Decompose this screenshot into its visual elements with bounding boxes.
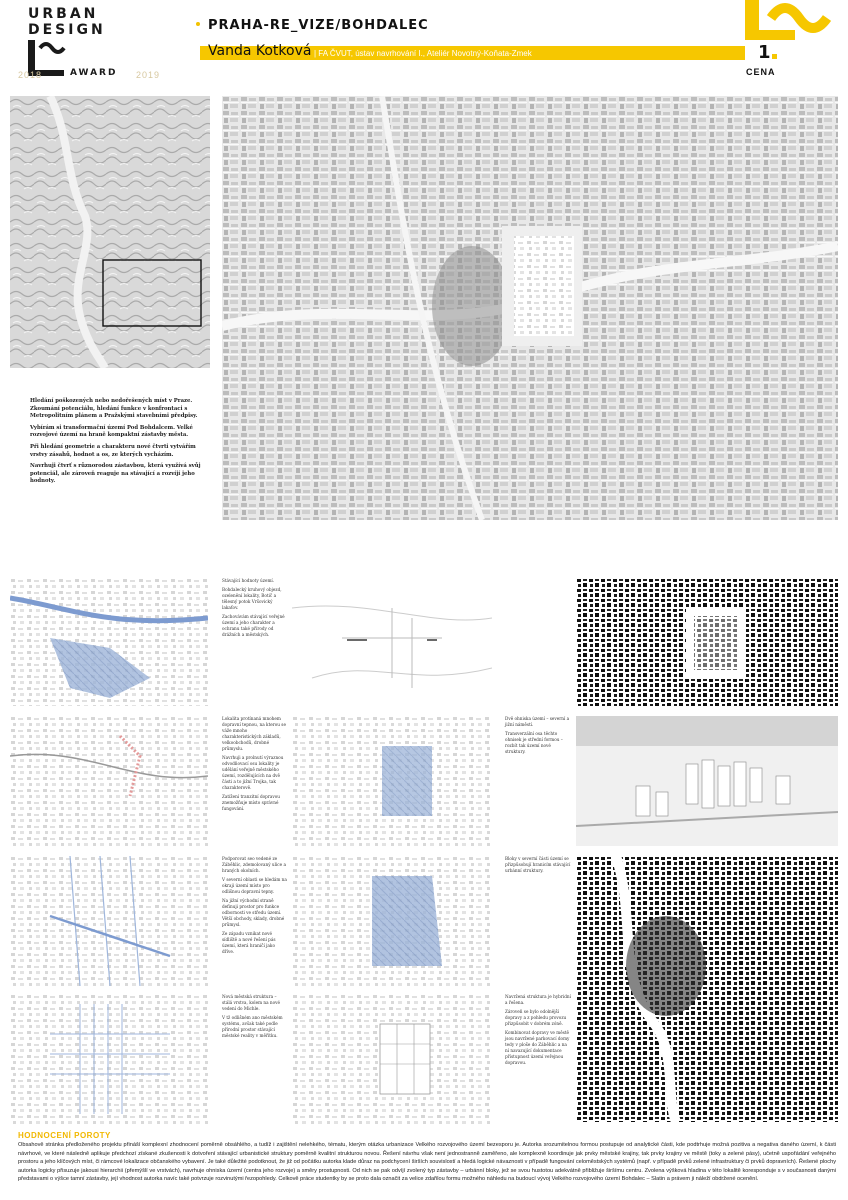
intro-paragraph: Vybírám si transformační území Pod Bohdalcem. Velké rozvojové území na hraně kompaktní zástavby města. <box>30 424 193 439</box>
diagram-connections-graphic <box>10 856 208 986</box>
diagram-focal-graphic <box>292 716 492 846</box>
note-line: Podporovat seo vedené ze Záběhlic, zdemolovaný ulice a hraných okolních. <box>222 856 286 873</box>
diagram-connections <box>10 856 208 986</box>
note-line: Navržená struktura je hybridní a řešena. <box>505 994 571 1005</box>
note-line: Navrhuji a prolnutí výraznou odvodňovací osu lokality je udělání veřejně městského území, rozdělujících na dvě části a to jižní Trojka, tak charakterově. <box>222 755 284 790</box>
note-line: Bloky v severní části území se přizpůsobují hranicím stávající urbánní struktury. <box>505 856 571 873</box>
diagram-traffic-graphic <box>10 716 208 846</box>
poster-header <box>0 0 848 92</box>
diagram-focal-points <box>292 716 492 846</box>
diagram-note <box>505 994 571 1069</box>
note-line: Zatížení tranzitní dopravou znemožňuje místo správné fungování. <box>222 794 280 811</box>
figure-ground-detail <box>576 578 838 706</box>
project-title: PRAHA-RE_VIZE/BOHDALEC <box>208 18 429 33</box>
intro-paragraph: Hledání poškozených nebo nedořešených míst v Praze. Zkoumání potenciálu, hledání funkce v konfrontaci s Metropolitním plánem a Pražskými stavebními předpisy. <box>30 398 198 420</box>
diagram-final-plan <box>292 994 492 1124</box>
diagram-axes-outline <box>292 578 492 706</box>
logo-year-end: 2019 <box>136 70 161 80</box>
diagram-values-graphic <box>10 578 208 706</box>
note-line: Transverzální osa těchto ohnisek je střední formou – rozbít tak území nové struktury. <box>505 731 563 754</box>
note-line: Na jižní východní straně definuji prostor pro funkce odbornosti ve středu území. Větší obchody, sklady, drobné průmysl. <box>222 898 285 927</box>
logo-word-urban: URBAN <box>28 6 99 22</box>
note-line: Stávající hodnoty území. <box>222 578 275 583</box>
jury-evaluation-text: Obsahově stránka předloženého projektu přináší komplexní zhodnocení poměrně obsáhlého, a tudíž i zajištění nelehkého, tématu, kterým otázka urbanizace Velkého rozvojového území bezesporu je. Autorka srozumitelnou formou postupuje od analytické části, kde podtrhuje možná pozitiva a negativa daného území, k části návrhové, ve které následně aplikuje předchozí získané zkušenosti k dotvoření stávající urbanistické struktury poměrně kvalitní strukturou novou. Řešení návrhu však není jednostranně zaměřeno, ale komplexně koordinuje jak prvky městské krajiny, tak prvky krajiny ve městě (toky a zelené pásy), učetně uspořádání veřejného prostoru a jeho klíčových míst, či rámcové lokalizace občanského vybavení. Je také důležité podotknout, že již od počátku autorka klade důraz na podchycení širších souvislostí a hledá logické návaznosti v případě fungování celoměstských systémů (např. v případě prvků zelené infrastruktury či prvků dopravních). Řešené plochy autorka logicky přisuzuje jakousi hierarchii (přemýšlí ve vrstvách), navrhuje ohniska území (centra jeho rozvoje) a směry prostupnosti. Od nich se pak odvíjí zvolený typ zástavby – urbánní bloky, jež se svou hustotou adekvátně přibližuje širšímu centru. Zvolena výšková hladina v této lokalitě koresponduje s v současnosti danými představami o výšce tamní zástavby, její vhodnost autorka navíc také potvrzuje rozvinutými řezopohledy. Celkově práce studentky by se proto dala označit za velice zdařilou formu možného náhledu na budoucí vývoj Velkého rozvojového území Bohdalec – Slatin a právem ji náleží obdržené ocenění. <box>18 1142 836 1183</box>
logo-year-start: 2018 <box>18 70 43 80</box>
award-label: CENA <box>746 67 776 77</box>
diagram-blocks <box>292 856 492 986</box>
figure-ground-graphic <box>576 578 838 706</box>
note-line: Lokalita protínaná mnohem dopravní tepnou, na kterou se váže mnoho charakteristických základů, velkoobchodů, drobné průmyslu. <box>222 716 286 751</box>
award-logo-icon <box>745 0 848 42</box>
note-line: Kombinovat dopravy ve městě jsou navržené parkovací domy tedy v ploše do Záběhlic a na ní navazující dokumentace přístupnost území veřejnou dopravou. <box>505 1030 570 1065</box>
author-institution: | FA ČVUT, ústav navrhování I., Ateliér Novotný-Koňata-Zmek <box>314 49 532 58</box>
diagram-grid-graphic <box>10 994 208 1124</box>
intro-paragraph: Při hledání geometrie a charakteru nové čtvrti vytvářím vrstvy zásahů, hodnot a os, ze kterých vycházím. <box>30 443 196 458</box>
award-number: 1 <box>758 42 771 63</box>
intro-paragraph: Navrhuji čtvrť s různorodou zástavbou, která využívá svůj potenciál, ale zároveň reaguje na stávající a rozvíjí jeho hodnoty. <box>30 463 201 485</box>
diagram-blocks-graphic <box>292 856 492 986</box>
note-line: Zároveň se bylo odolnější dopravy a z pohledu provozu přizpůsobit v dobrém zóně. <box>505 1009 567 1026</box>
logo-word-award: AWARD <box>70 68 118 78</box>
diagram-values <box>10 578 208 706</box>
intro-text <box>30 398 208 490</box>
note-line: V tž odlišném ano městském systému, avšak také podle přírodní prostor stávající městské reality v měřítku. <box>222 1015 283 1038</box>
jury-heading: HODNOCENÍ POROTY <box>18 1131 111 1140</box>
relief-map-graphic <box>10 96 210 368</box>
note-line: Ze západu vznikat nové sídliště a nové řešení pás území, která hraničí jako dříve. <box>222 931 276 954</box>
prague-relief-map <box>10 96 210 368</box>
diagram-grid-structure <box>10 994 208 1124</box>
diagram-note <box>505 856 571 877</box>
note-line: Bohdalecký kruhový objezd, ozelenění lokality, Botič a tělesný potok Vršovický lakaťov. <box>222 587 282 610</box>
note-line: Dvě ohniska území – severní a jižní náměstí. <box>505 716 570 727</box>
site-aerial-map <box>222 96 838 520</box>
note-line: Nová městská struktura – stálá vrstva, kolem na nové vedení do Michle. <box>222 994 280 1011</box>
diagram-note <box>222 856 288 958</box>
city-figure-ground-graphic <box>576 856 838 1122</box>
aerial-map-graphic <box>222 96 838 520</box>
massing-graphic <box>576 716 838 846</box>
diagram-note <box>505 716 571 758</box>
city-figure-ground-map <box>576 856 838 1122</box>
diagram-note <box>222 716 288 815</box>
logo-word-design: DESIGN <box>28 22 106 38</box>
urban-design-award-logo <box>18 6 161 86</box>
diagram-note <box>222 994 288 1042</box>
award-dot <box>772 54 777 59</box>
diagram-final-graphic <box>292 994 492 1124</box>
note-line: V severní oblasti se hledám na okraji území místo pro odlišnou dopravní tepny. <box>222 877 287 894</box>
3d-massing-view <box>576 716 838 846</box>
diagram-traffic <box>10 716 208 846</box>
author-name: Vanda Kotková <box>208 43 312 59</box>
diagram-axes-graphic <box>292 578 492 706</box>
title-bullet <box>196 22 200 26</box>
diagram-note <box>222 578 288 641</box>
note-line: Zachovávám stávající veřejné území a jeho charakter a ochranu také přírody od drážních a městských. <box>222 614 285 637</box>
